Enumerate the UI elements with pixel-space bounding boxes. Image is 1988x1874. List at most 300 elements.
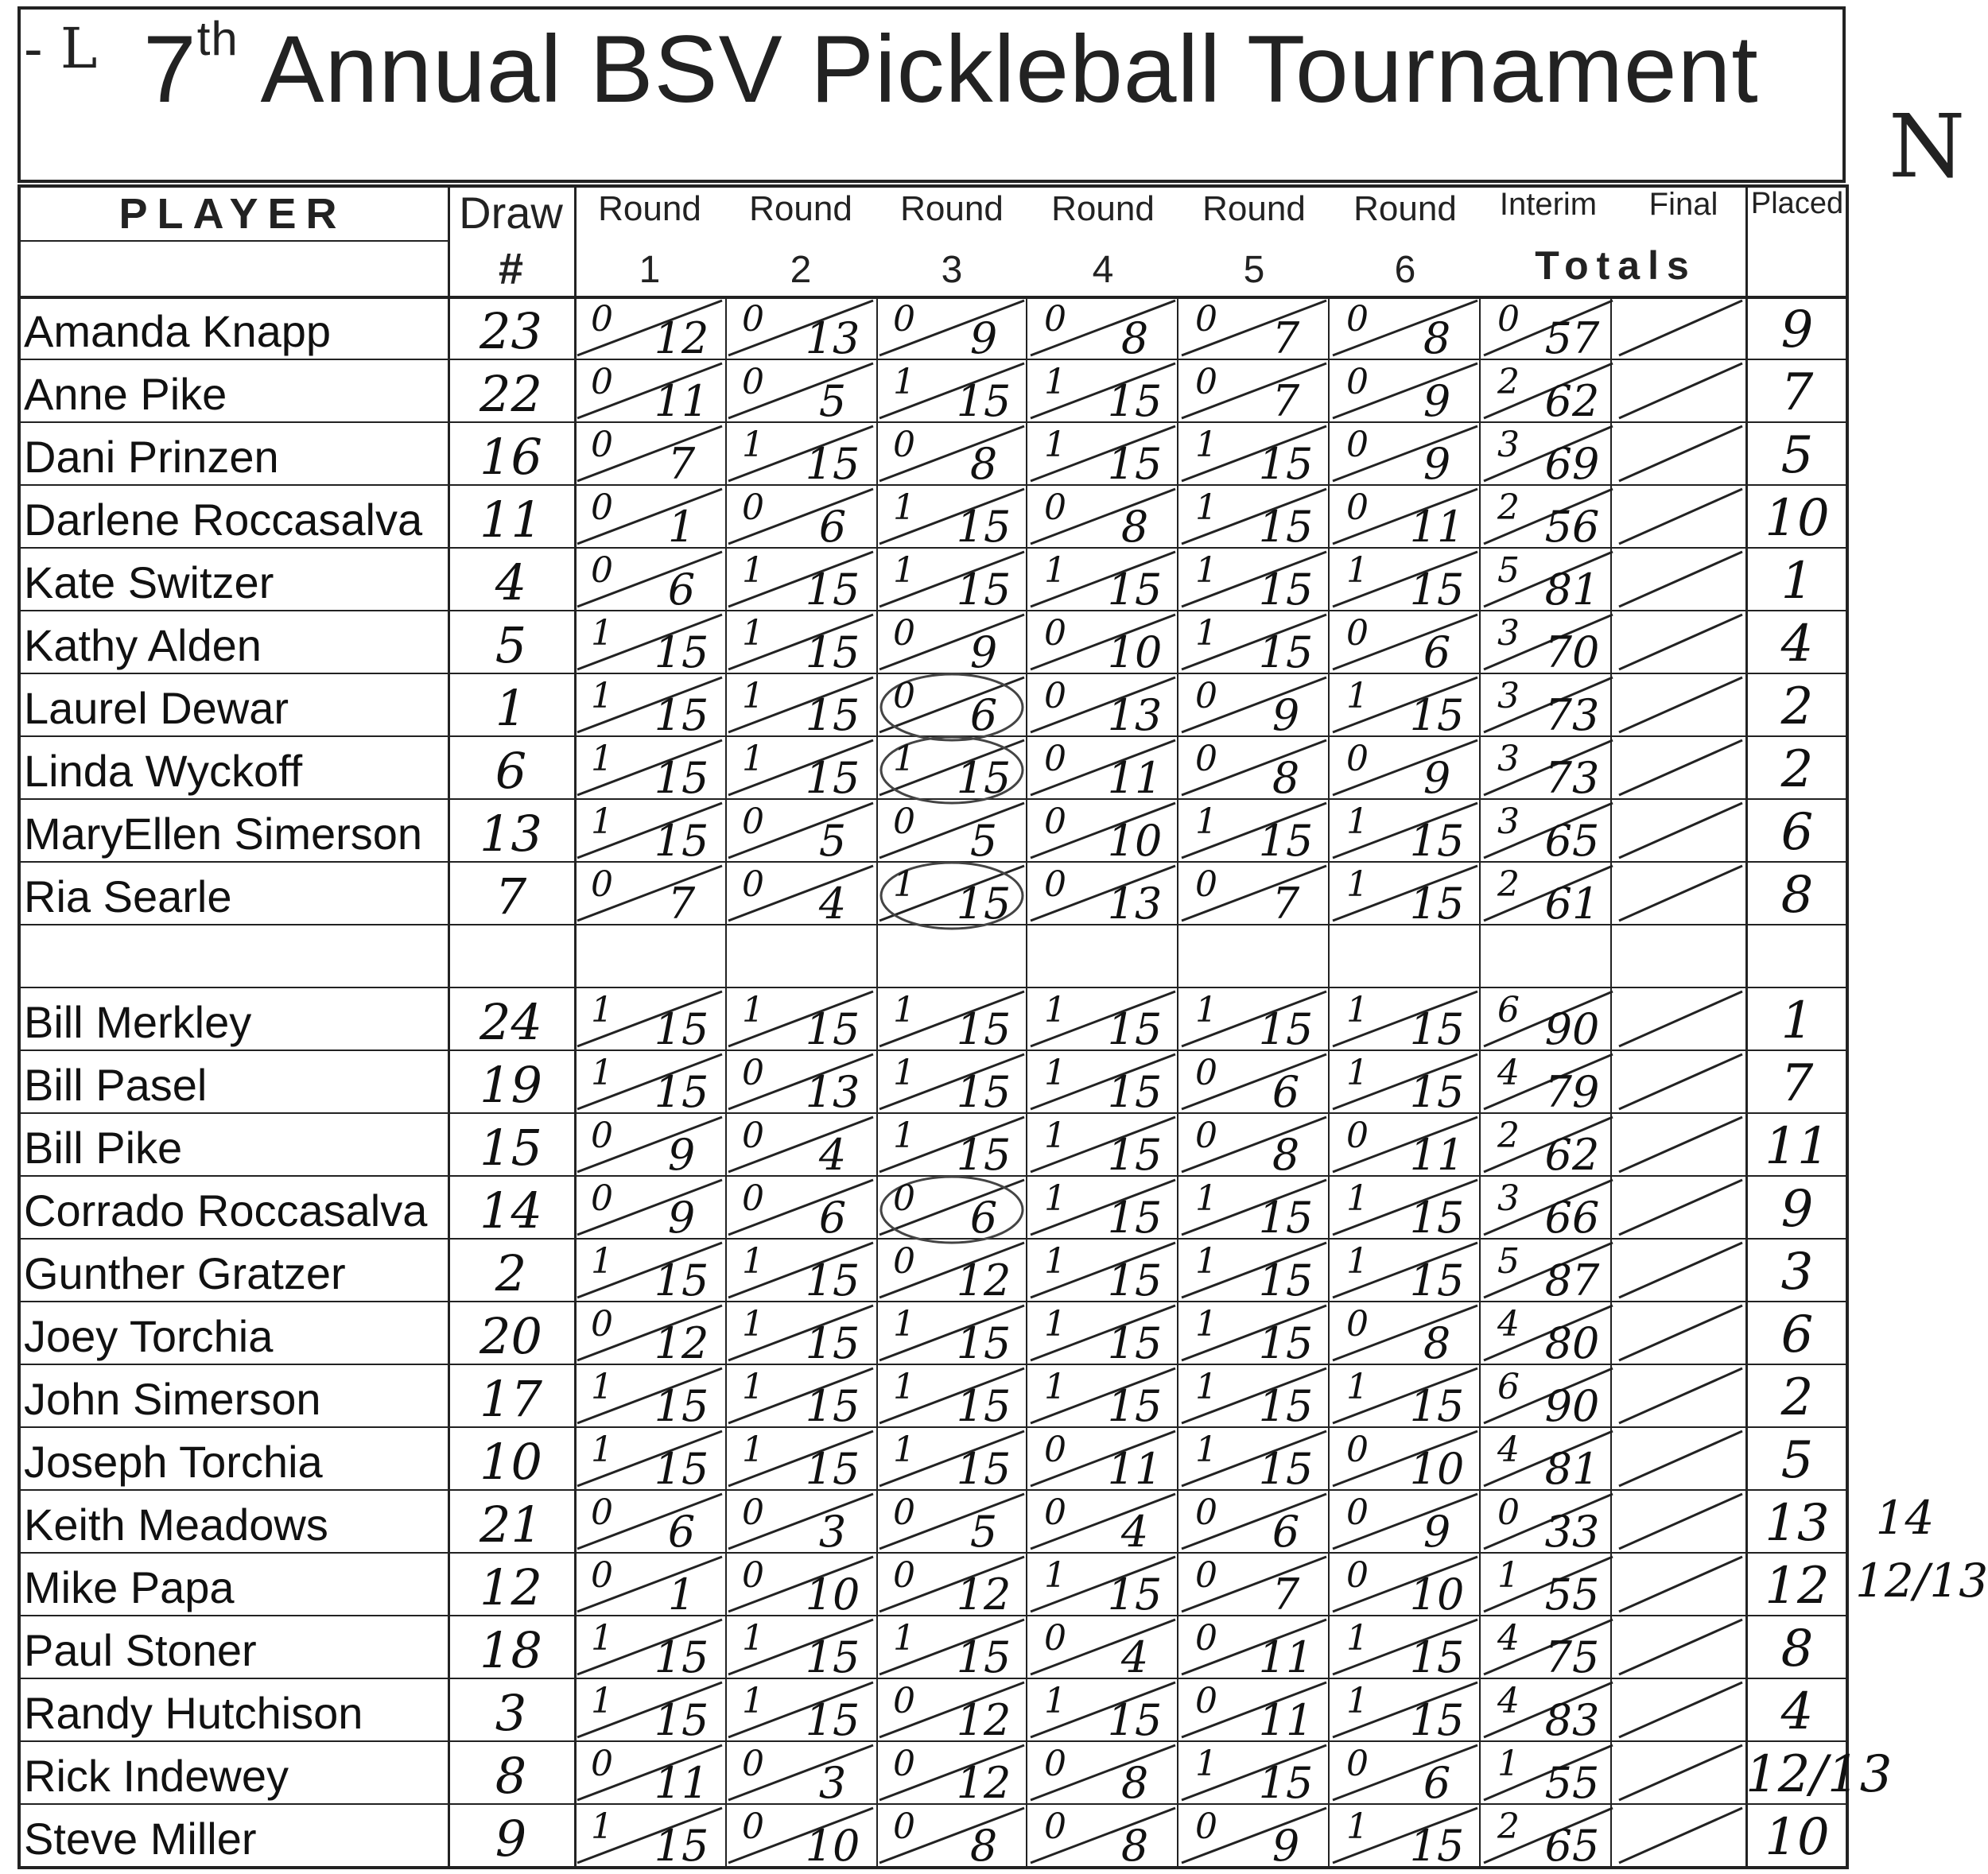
score-points: 15 [805,690,860,740]
draw-number: 9 [495,1810,527,1868]
score-points: 15 [1409,1067,1465,1117]
placed-value: 10 [1765,1808,1830,1867]
score-points: 9 [969,313,998,363]
score-wins: 0 [1346,739,1369,779]
score-wins: 0 [591,1304,613,1344]
draw-header: Draw [459,188,563,238]
score-points: 10 [805,1821,860,1871]
score-points: 9 [969,627,998,677]
score-points: 15 [1107,1569,1163,1620]
player-name: Corrado Roccasalva [24,1185,428,1236]
score-points: 11 [1258,1695,1314,1745]
score-points: 4 [1120,1632,1149,1682]
score-wins: 1 [1195,1744,1217,1784]
round-number-2: 2 [790,249,812,291]
score-wins: 1 [1044,550,1066,591]
score-points: 15 [654,753,709,803]
score-wins: 0 [893,1555,915,1596]
score-points: 8 [1272,1130,1300,1180]
score-points: 9 [1423,376,1451,426]
score-wins: 0 [1346,1430,1369,1470]
score-points: 6 [667,1507,696,1557]
score-wins: 1 [1346,990,1369,1030]
score-points: 13 [805,1067,860,1117]
score-points: 9 [1423,1507,1451,1557]
score-wins: 0 [1195,739,1217,779]
score-points: 80 [1544,1318,1600,1368]
round-number-6: 6 [1394,249,1416,291]
score-wins: 0 [742,864,764,905]
placed-value: 9 [1780,301,1814,359]
draw-number: 20 [480,1307,542,1365]
score-wins: 5 [1497,550,1520,591]
score-points: 15 [654,1067,709,1117]
score-wins: 0 [591,864,613,905]
score-points: 15 [1258,1444,1314,1494]
score-wins: 3 [1497,425,1520,465]
score-points: 15 [1409,1193,1465,1243]
player-name: Kathy Alden [24,620,262,670]
score-wins: 0 [1346,425,1369,465]
score-points: 7 [667,439,696,489]
score-wins: 4 [1497,1053,1520,1093]
score-points: 9 [667,1193,696,1243]
placed-value: 7 [1780,363,1814,422]
score-points: 15 [805,1381,860,1431]
score-wins: 0 [1346,1555,1369,1596]
score-wins: 1 [742,1304,764,1344]
placed-value: 6 [1780,803,1814,862]
score-wins: 0 [1044,801,1066,842]
score-wins: 3 [1497,676,1520,716]
final-cell-diagonal [1619,1054,1742,1109]
draw-number: 3 [495,1684,527,1742]
draw-number: 18 [480,1621,542,1679]
score-wins: 1 [1346,864,1369,905]
player-name: Kate Switzer [24,557,274,607]
round-header-1: Round [598,189,701,228]
score-points: 69 [1544,439,1600,489]
score-wins: 0 [742,487,764,528]
score-wins: 1 [1044,1115,1066,1156]
score-points: 15 [956,1632,1011,1682]
score-wins: 0 [1044,1806,1066,1847]
final-cell-diagonal [1619,740,1742,795]
round-number-4: 4 [1092,249,1114,291]
final-cell-diagonal [1619,1557,1742,1612]
final-header: Final [1648,187,1718,222]
draw-number: 14 [480,1181,542,1240]
draw-number: 2 [495,1244,527,1302]
score-wins: 0 [893,801,915,842]
score-points: 12 [956,1758,1011,1808]
score-wins: 1 [1195,550,1217,591]
score-wins: 1 [893,1618,915,1659]
score-points: 15 [1258,627,1314,677]
score-wins: 0 [1195,1806,1217,1847]
draw-number: 24 [480,993,542,1051]
score-wins: 0 [1346,362,1369,402]
score-wins: 0 [1346,1115,1369,1156]
score-points: 15 [1258,1255,1314,1306]
score-wins: 1 [1195,425,1217,465]
score-wins: 1 [893,1430,915,1470]
final-cell-diagonal [1619,1745,1742,1800]
score-wins: 0 [591,1178,613,1219]
score-points: 15 [956,565,1011,615]
draw-number: 19 [480,1056,542,1114]
score-points: 87 [1544,1255,1600,1306]
score-points: 13 [1107,879,1163,929]
score-wins: 1 [742,425,764,465]
score-wins: 1 [742,1241,764,1282]
score-wins: 0 [1497,1492,1520,1533]
draw-number: 12 [480,1558,542,1616]
score-points: 5 [969,816,998,866]
score-points: 6 [969,1193,998,1243]
score-points: 4 [818,879,847,929]
score-wins: 1 [1346,676,1369,716]
score-points: 15 [1107,439,1163,489]
score-wins: 1 [1044,1681,1066,1721]
score-wins: 0 [1346,613,1369,654]
score-points: 9 [1423,753,1451,803]
placed-value: 2 [1780,740,1814,799]
score-wins: 2 [1497,864,1520,905]
title-ordinal: 7 [143,16,197,122]
score-wins: 1 [1044,1053,1066,1093]
final-cell-diagonal [1619,489,1742,544]
score-wins: 0 [1346,1744,1369,1784]
score-wins: 1 [893,1053,915,1093]
player-name: Joseph Torchia [24,1437,323,1487]
round-header-5: Round [1202,189,1306,228]
score-wins: 1 [1044,425,1066,465]
placed-value: 12 [1765,1557,1830,1616]
draw-number: 21 [480,1496,542,1554]
score-wins: 0 [893,299,915,339]
score-points: 12 [956,1695,1011,1745]
score-wins: 1 [591,1241,613,1282]
score-wins: 0 [1044,676,1066,716]
score-points: 7 [1272,376,1300,426]
score-points: 79 [1544,1067,1600,1117]
score-wins: 1 [1044,1367,1066,1407]
score-wins: 1 [742,676,764,716]
score-wins: 1 [591,1430,613,1470]
score-wins: 1 [1044,1304,1066,1344]
score-points: 9 [1272,1821,1300,1871]
final-cell-diagonal [1619,1682,1742,1737]
final-cell-diagonal [1619,1368,1742,1423]
margin-mark-right: N [1889,95,1966,197]
score-points: 15 [956,1004,1011,1054]
score-wins: 0 [1497,299,1520,339]
score-wins: 1 [591,676,613,716]
score-points: 15 [956,502,1011,552]
title-ordinal-suffix: th [196,12,239,65]
score-points: 15 [1258,1381,1314,1431]
score-wins: 0 [591,1744,613,1784]
score-points: 15 [1258,816,1314,866]
draw-number: 11 [480,491,542,549]
score-points: 3 [818,1758,847,1808]
score-wins: 3 [1497,613,1520,654]
score-wins: 6 [1497,1367,1520,1407]
score-wins: 1 [1044,1555,1066,1596]
draw-number: 23 [480,302,542,360]
score-wins: 1 [742,1618,764,1659]
placed-value: 2 [1780,677,1814,736]
score-wins: 1 [591,739,613,779]
placed-value: 4 [1780,1682,1814,1741]
score-wins: 6 [1497,990,1520,1030]
score-points: 15 [1409,1695,1465,1745]
score-wins: 0 [893,1241,915,1282]
draw-number: 15 [480,1119,542,1177]
player-name: Dani Prinzen [24,432,279,482]
player-name: Ria Searle [24,871,232,921]
score-wins: 0 [1195,864,1217,905]
score-wins: 0 [1195,1681,1217,1721]
score-wins: 4 [1497,1618,1520,1659]
draw-number: 8 [495,1747,527,1805]
placed-value: 12/13 [1745,1745,1893,1804]
score-wins: 2 [1497,1115,1520,1156]
score-wins: 0 [1044,739,1066,779]
score-points: 6 [1272,1507,1300,1557]
placed-value: 3 [1780,1243,1814,1302]
score-points: 15 [1107,1067,1163,1117]
player-name: Randy Hutchison [24,1688,363,1738]
score-wins: 1 [1195,1430,1217,1470]
score-wins: 1 [591,990,613,1030]
score-points: 11 [654,1758,709,1808]
score-wins: 0 [1044,1744,1066,1784]
score-points: 15 [654,1632,709,1682]
score-points: 90 [1544,1381,1600,1431]
score-wins: 2 [1497,362,1520,402]
score-points: 11 [1409,1130,1465,1180]
score-wins: 0 [1346,1492,1369,1533]
score-points: 4 [818,1130,847,1180]
score-points: 15 [654,1255,709,1306]
player-name: Bill Pasel [24,1060,208,1110]
score-points: 55 [1544,1758,1600,1808]
score-wins: 1 [591,613,613,654]
score-points: 15 [956,1318,1011,1368]
placed-value: 5 [1780,1431,1814,1490]
player-name: Keith Meadows [24,1500,328,1550]
score-points: 15 [1107,376,1163,426]
score-points: 7 [1272,879,1300,929]
score-points: 8 [969,1821,998,1871]
score-points: 15 [956,1067,1011,1117]
interim-header: Interim [1499,187,1598,222]
placed-value: 5 [1780,426,1814,485]
score-wins: 0 [742,1806,764,1847]
round-number-3: 3 [941,249,963,291]
score-wins: 1 [742,550,764,591]
score-points: 7 [1272,1569,1300,1620]
score-points: 15 [956,753,1011,803]
score-wins: 0 [1044,1430,1066,1470]
score-points: 15 [1409,1381,1465,1431]
score-wins: 1 [1346,1806,1369,1847]
score-points: 1 [667,1569,696,1620]
margin-note: 14 [1875,1491,1935,1545]
round-header-2: Round [749,189,852,228]
score-points: 15 [805,439,860,489]
score-wins: 3 [1497,801,1520,842]
score-points: 15 [1409,1004,1465,1054]
score-wins: 2 [1497,487,1520,528]
score-wins: 3 [1497,1178,1520,1219]
score-points: 15 [805,1004,860,1054]
score-wins: 0 [742,1053,764,1093]
score-wins: 0 [1195,299,1217,339]
score-wins: 1 [1195,801,1217,842]
final-cell-diagonal [1619,1117,1742,1172]
player-name: John Simerson [24,1374,321,1424]
score-wins: 1 [893,1367,915,1407]
score-points: 5 [818,376,847,426]
score-points: 81 [1544,1444,1600,1494]
score-points: 8 [1423,313,1451,363]
player-name: MaryEllen Simerson [24,809,423,859]
score-wins: 3 [1497,739,1520,779]
placed-header: Placed [1750,187,1844,220]
score-points: 8 [969,439,998,489]
score-points: 8 [1272,753,1300,803]
draw-number: 4 [495,553,527,611]
player-name: Anne Pike [24,369,227,419]
score-points: 15 [1409,1632,1465,1682]
score-points: 6 [969,690,998,740]
score-points: 56 [1544,502,1600,552]
score-points: 11 [1258,1632,1314,1682]
score-wins: 0 [591,425,613,465]
score-points: 6 [667,565,696,615]
score-wins: 0 [893,1178,915,1219]
score-points: 15 [956,1381,1011,1431]
margin-note: 12/13 [1855,1554,1988,1608]
final-cell-diagonal [1619,991,1742,1046]
score-wins: 1 [893,362,915,402]
score-wins: 1 [893,550,915,591]
score-points: 12 [654,1318,709,1368]
score-wins: 0 [1044,1618,1066,1659]
score-wins: 4 [1497,1681,1520,1721]
player-name: Bill Pike [24,1123,183,1173]
player-name: Bill Merkley [24,997,252,1047]
score-points: 11 [1107,753,1163,803]
score-points: 70 [1544,627,1600,677]
score-points: 15 [1258,502,1314,552]
final-cell-diagonal [1619,1620,1742,1674]
score-wins: 0 [893,613,915,654]
score-points: 15 [654,690,709,740]
score-points: 5 [818,816,847,866]
score-wins: 1 [1497,1744,1520,1784]
score-points: 15 [1409,816,1465,866]
score-points: 12 [956,1569,1011,1620]
score-wins: 0 [1195,1115,1217,1156]
score-wins: 1 [742,1430,764,1470]
score-wins: 1 [742,1681,764,1721]
totals-header: Totals [1535,243,1697,288]
score-wins: 0 [742,362,764,402]
score-points: 83 [1544,1695,1600,1745]
score-wins: 1 [1195,1241,1217,1282]
placed-value: 9 [1780,1180,1814,1239]
score-points: 15 [654,1695,709,1745]
score-wins: 1 [893,990,915,1030]
player-name: Paul Stoner [24,1625,257,1675]
score-points: 9 [1272,690,1300,740]
score-points: 10 [1409,1444,1465,1494]
score-wins: 1 [1497,1555,1520,1596]
score-wins: 1 [591,1681,613,1721]
score-wins: 1 [591,1618,613,1659]
player-header: PLAYER [118,190,347,238]
score-points: 15 [805,1695,860,1745]
score-points: 15 [956,1444,1011,1494]
draw-number: 10 [480,1433,542,1491]
final-cell-diagonal [1619,677,1742,732]
score-points: 8 [1423,1318,1451,1368]
score-points: 5 [969,1507,998,1557]
score-wins: 0 [742,1555,764,1596]
score-wins: 1 [1195,613,1217,654]
player-name: Linda Wyckoff [24,746,303,796]
score-points: 11 [1409,502,1465,552]
score-wins: 0 [591,487,613,528]
score-points: 15 [805,1632,860,1682]
score-points: 81 [1544,565,1600,615]
score-wins: 0 [893,1744,915,1784]
score-points: 7 [667,879,696,929]
score-points: 15 [1409,1255,1465,1306]
score-points: 10 [1409,1569,1465,1620]
score-wins: 1 [742,613,764,654]
draw-number: 17 [480,1370,542,1428]
score-points: 4 [1120,1507,1149,1557]
score-points: 15 [1258,439,1314,489]
score-points: 33 [1544,1507,1600,1557]
score-points: 15 [956,376,1011,426]
score-points: 7 [1272,313,1300,363]
draw-number-header: # [498,243,524,293]
score-wins: 0 [1195,1618,1217,1659]
placed-value: 1 [1780,991,1814,1050]
score-points: 6 [1423,627,1451,677]
final-cell-diagonal [1619,1808,1742,1863]
score-wins: 1 [1346,1053,1369,1093]
score-wins: 1 [591,801,613,842]
score-points: 8 [1120,502,1149,552]
draw-number: 7 [495,867,527,925]
score-points: 65 [1544,1821,1600,1871]
score-points: 65 [1544,816,1600,866]
score-points: 66 [1544,1193,1600,1243]
score-wins: 1 [1346,1241,1369,1282]
draw-number: 13 [480,805,542,863]
score-wins: 0 [742,299,764,339]
final-cell-diagonal [1619,803,1742,858]
score-points: 10 [1107,627,1163,677]
player-name: Darlene Roccasalva [24,495,423,545]
